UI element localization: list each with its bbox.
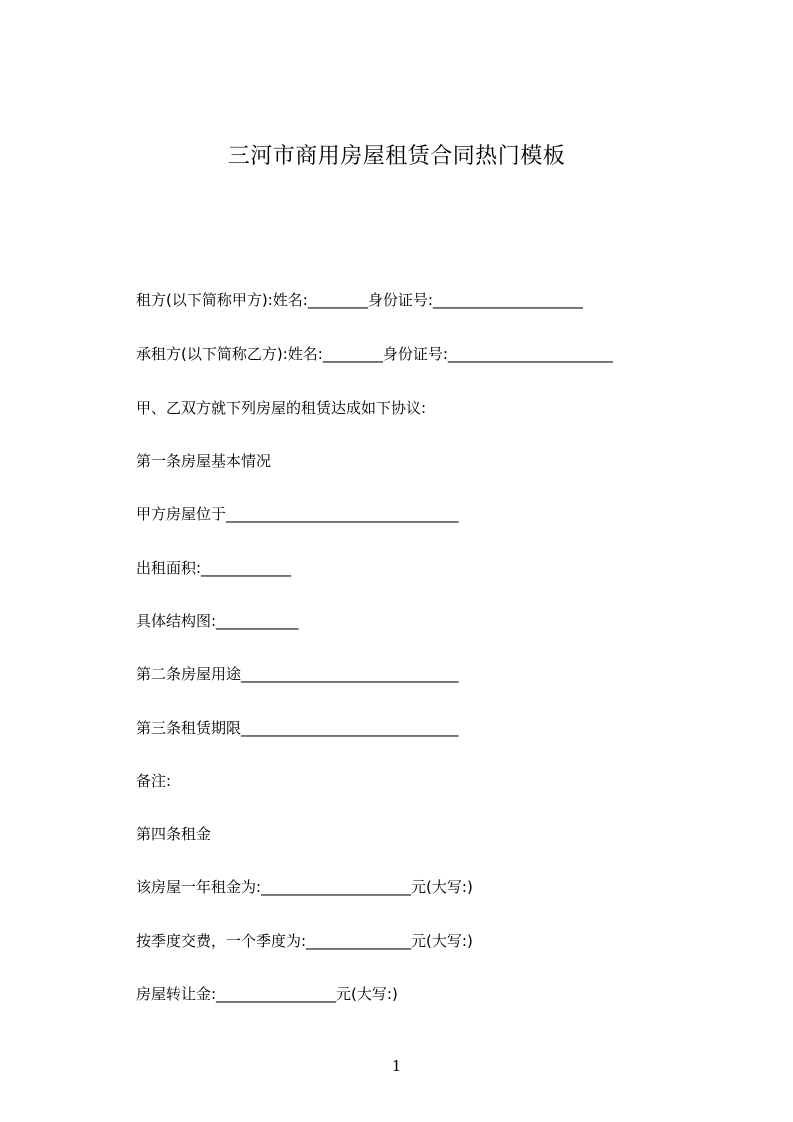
remarks-line: 备注:	[136, 772, 172, 790]
agreement-intro: 甲、乙双方就下列房屋的租赁达成如下协议:	[136, 399, 427, 417]
structure-diagram-line: 具体结构图:___________	[136, 612, 299, 630]
article-3-heading: 第三条租赁期限_____________________________	[136, 719, 459, 737]
transfer-fee-line: 房屋转让金:________________元(大写:)	[136, 985, 398, 1003]
annual-rent-line: 该房屋一年租金为:____________________元(大写:)	[136, 878, 473, 896]
house-location-line: 甲方房屋位于_______________________________	[136, 505, 459, 523]
page-number: 1	[391, 1057, 402, 1075]
lessee-info-line: 承租方(以下简称乙方):姓名:________身份证号:______________________	[136, 345, 613, 363]
rental-area-line: 出租面积:____________	[136, 559, 292, 577]
document-title: 三河市商用房屋租赁合同热门模板	[227, 144, 566, 169]
article-4-heading: 第四条租金	[136, 825, 212, 843]
lessor-info-line: 租方(以下简称甲方):姓名:________身份证号:____________________	[136, 291, 583, 309]
article-2-heading: 第二条房屋用途_____________________________	[136, 665, 459, 683]
article-1-heading: 第一条房屋基本情况	[136, 452, 272, 470]
quarterly-rent-line: 按季度交费，一个季度为:______________元(大写:)	[136, 932, 473, 950]
